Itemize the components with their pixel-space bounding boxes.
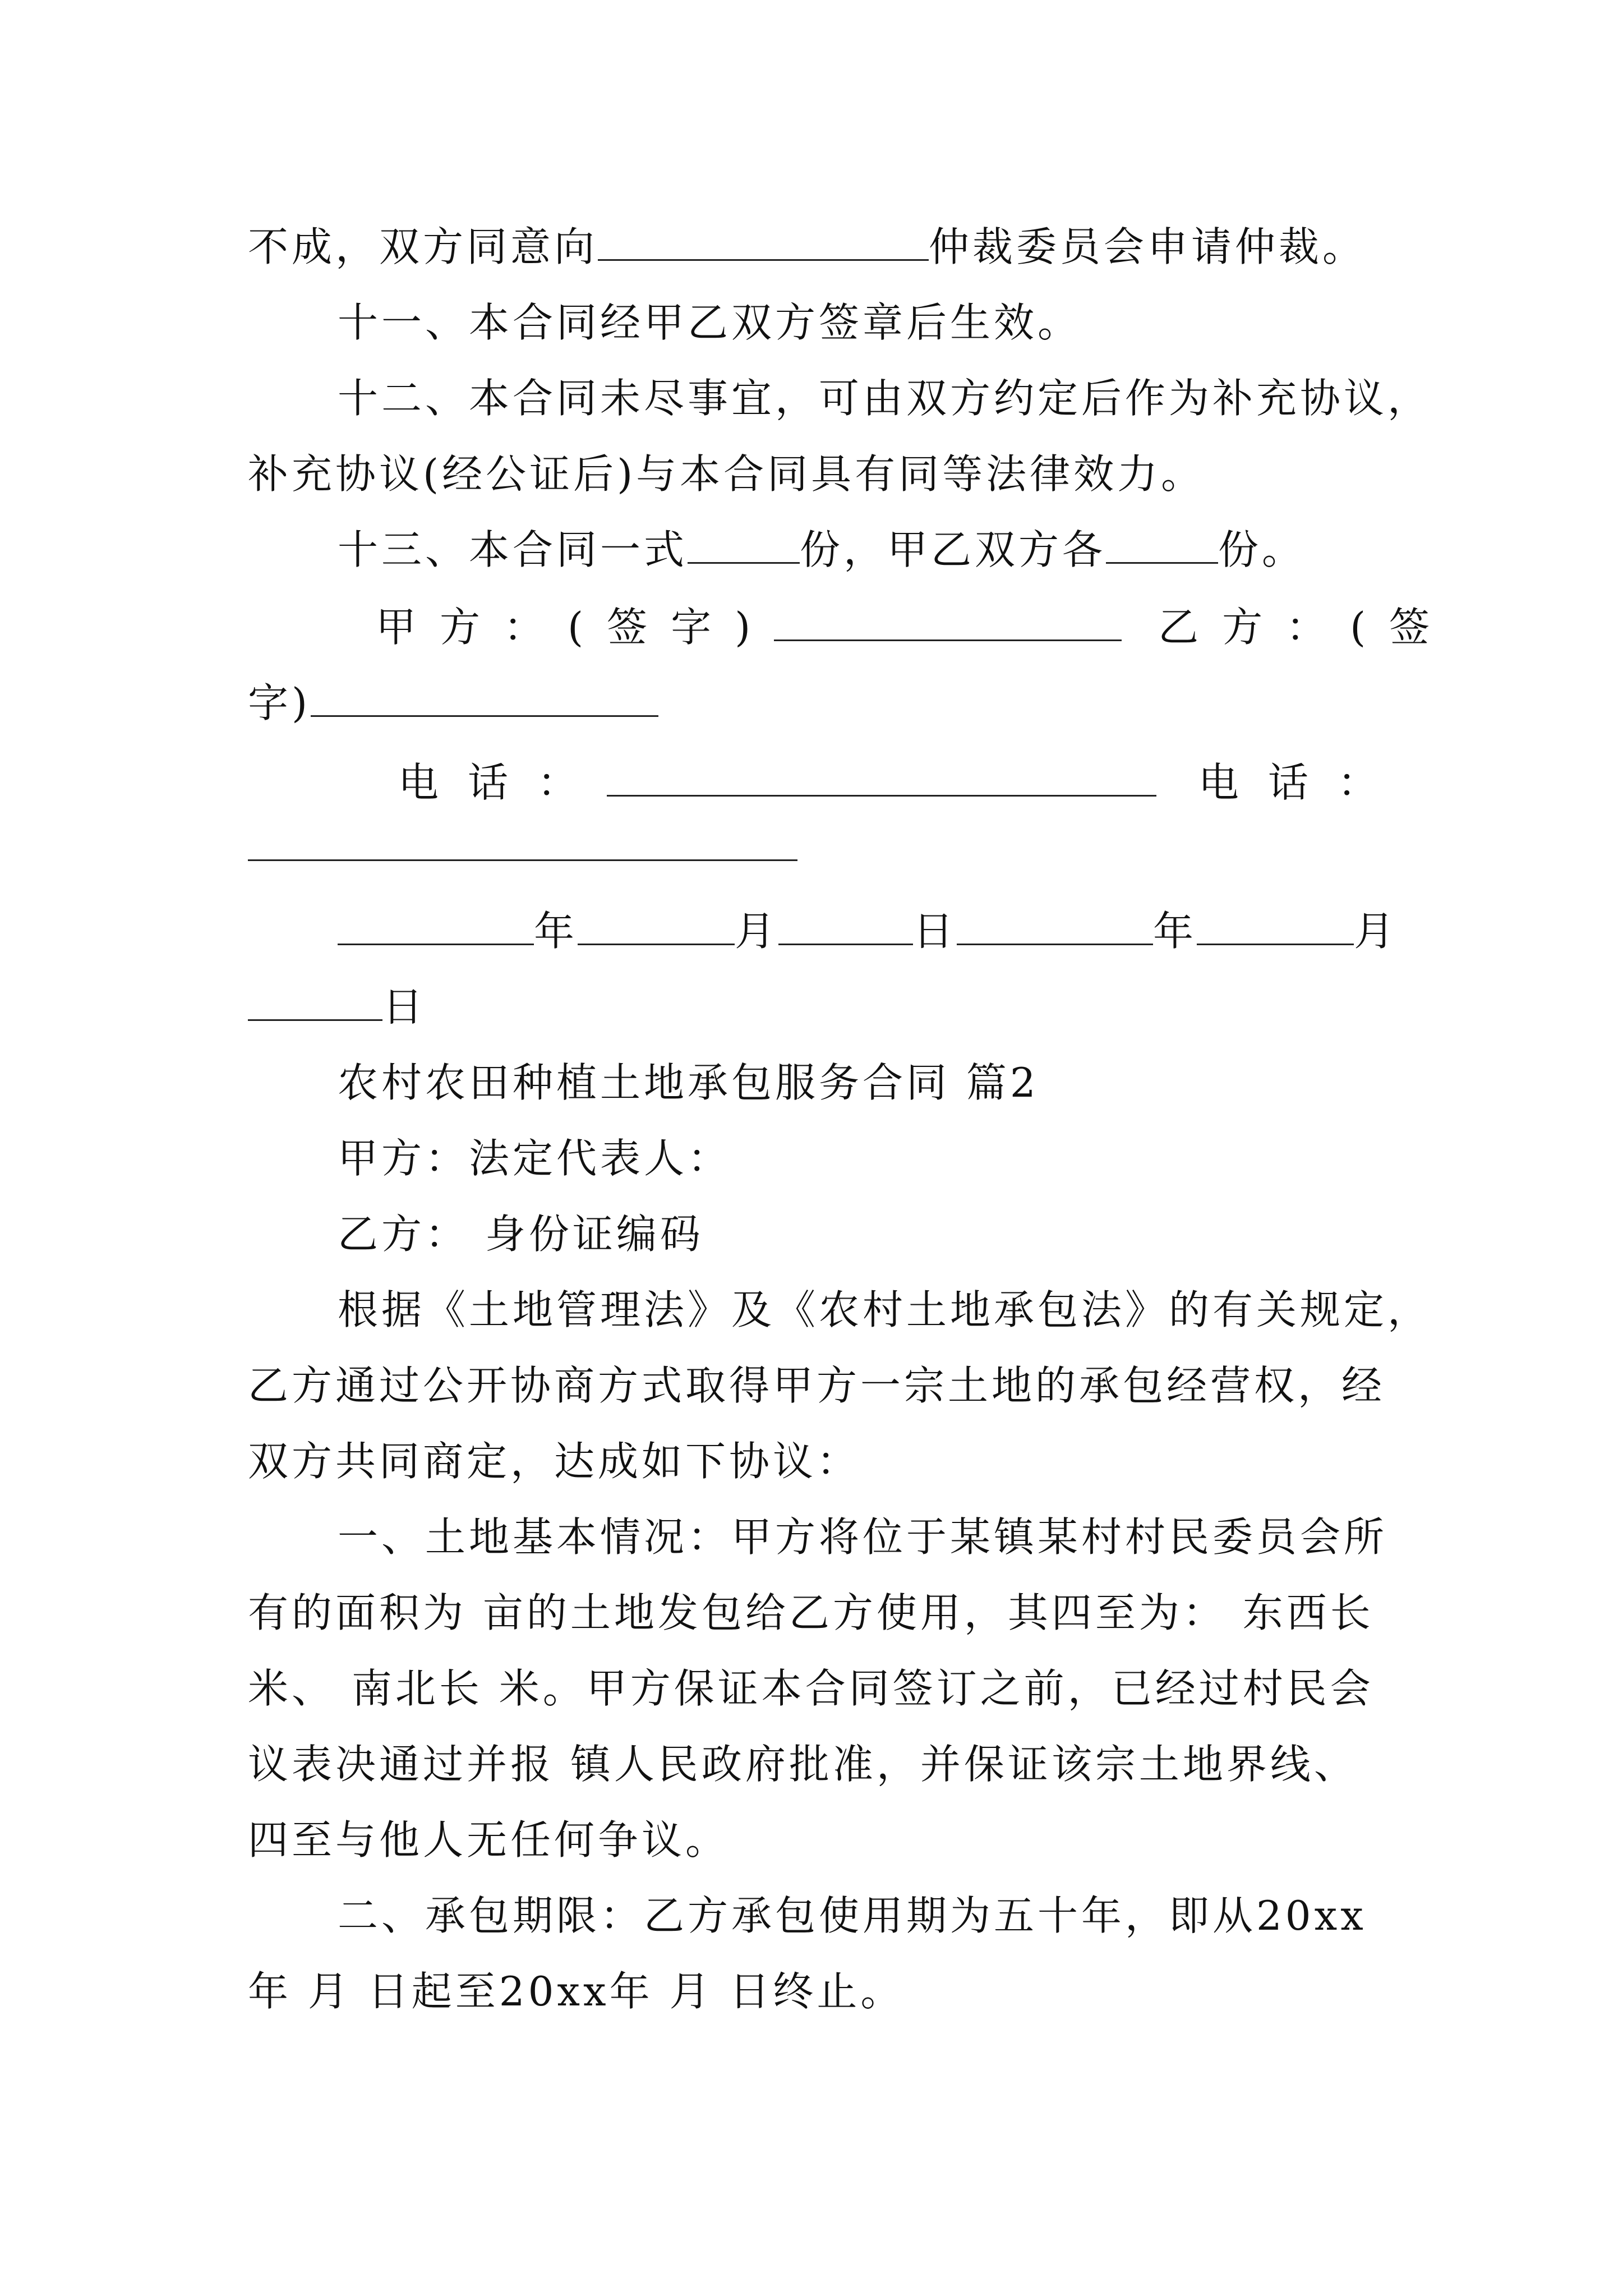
signature-line — [376, 599, 1454, 655]
fill-blank — [688, 522, 800, 564]
text-segment: 十三、本合同一式 — [338, 526, 688, 573]
clause-1-line4: 议表决通过并报 镇人民政府批准，并保证该宗土地界线、 — [248, 1741, 1358, 1788]
text-segment: 份，甲乙双方各 — [800, 526, 1106, 573]
party-b-signature-label: 乙方：(签 — [1158, 604, 1454, 651]
fill-blank — [1197, 903, 1354, 945]
preamble-line1: 根据《土地管理法》及《农村土地承包法》的有关规定， — [338, 1286, 1432, 1333]
fill-blank — [607, 754, 1156, 797]
clause-2-line2: 年 月 日起至20xx年 月 日终止。 — [248, 1968, 905, 2015]
text-segment: 仲裁委员会申请仲裁。 — [929, 223, 1367, 270]
signature-line-cont — [248, 675, 1386, 731]
date-day-label: 日 — [382, 983, 427, 1030]
text-segment: 份。 — [1218, 526, 1306, 573]
phone-line — [398, 754, 1407, 811]
fill-blank — [311, 675, 658, 717]
date-month-label: 月 — [735, 908, 779, 955]
date-year-label: 年 — [1153, 908, 1197, 955]
clause-2-line1: 二、承包期限：乙方承包使用期为五十年，即从20xx — [338, 1892, 1367, 1939]
date-year-label: 年 — [534, 908, 578, 955]
fill-blank — [957, 903, 1153, 945]
date-line — [338, 903, 1398, 959]
clause-12-line1: 十二、本合同未尽事宜，可由双方约定后作为补充协议， — [338, 375, 1432, 422]
text-line — [248, 219, 1386, 275]
clause-12-line2: 补充协议(经公证后)与本合同具有同等法律效力。 — [248, 450, 1205, 498]
preamble-line3: 双方共同商定，达成如下协议： — [248, 1438, 861, 1485]
phone-line-cont — [248, 819, 1386, 875]
party-b-phone-label: 电话： — [1198, 759, 1407, 806]
text-segment: 字) — [248, 679, 311, 726]
clause-13 — [338, 522, 1386, 578]
section-title: 农村农田种植土地承包服务合同 篇2 — [338, 1059, 1039, 1106]
clause-1-line2: 有的面积为 亩的土地发包给乙方使用，其四至为： 东西长 — [248, 1589, 1374, 1636]
clause-1-line5: 四至与他人无任何争议。 — [248, 1816, 730, 1864]
party-a-signature-label: 甲方：(签字) — [376, 604, 774, 651]
fill-blank — [248, 979, 382, 1021]
fill-blank — [1106, 522, 1218, 564]
fill-blank — [578, 903, 735, 945]
preamble-line2: 乙方通过公开协商方式取得甲方一宗土地的承包经营权，经 — [248, 1362, 1386, 1409]
text-segment: 不成，双方同意向 — [248, 223, 598, 270]
date-month-label: 月 — [1354, 908, 1398, 955]
fill-blank — [338, 903, 534, 945]
party-a-phone-label: 电话： — [398, 759, 607, 806]
fill-blank — [598, 219, 929, 261]
fill-blank — [248, 826, 797, 861]
date-day-label: 日 — [913, 908, 957, 955]
party-b-line: 乙方： 身份证编码 — [338, 1211, 704, 1258]
fill-blank — [778, 903, 913, 945]
clause-1-line3: 米、 南北长 米。甲方保证本合同签订之前，已经过村民会 — [248, 1665, 1374, 1712]
party-a-line: 甲方：法定代表人： — [338, 1135, 732, 1182]
clause-1-line1: 一、土地基本情况：甲方将位于某镇某村村民委员会所 — [338, 1513, 1388, 1561]
clause-11: 十一、本合同经甲乙双方签章后生效。 — [338, 299, 1082, 346]
date-line-cont — [248, 979, 1386, 1035]
fill-blank — [774, 599, 1122, 641]
